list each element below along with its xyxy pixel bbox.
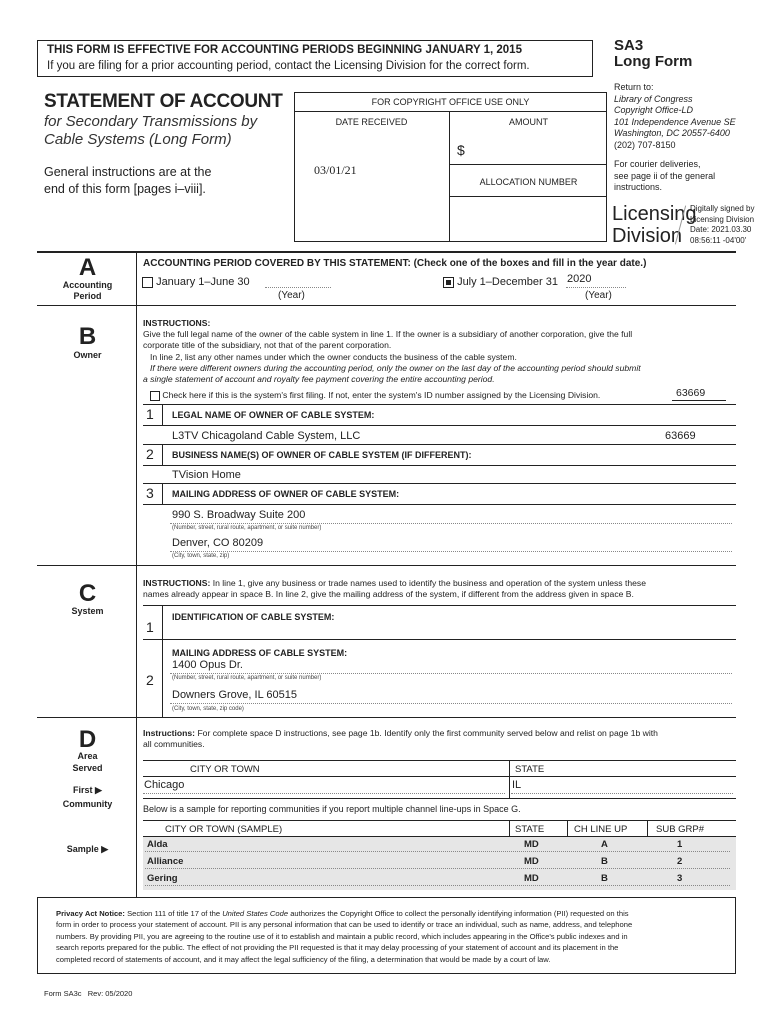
sample-ch: B [601, 873, 608, 884]
legal-name-id[interactable]: 63669 [665, 430, 696, 442]
system-street-caption: (Number, street, rural route, apartment, or suite number) [172, 675, 322, 681]
sample-city: Alliance [147, 856, 184, 867]
owner-line-1-number: 1 [146, 406, 154, 422]
general-instructions-2: end of this form [pages i–viii]. [44, 182, 206, 196]
owner-street-caption: (Number, street, rural route, apartment, or suite number) [172, 525, 322, 531]
system-line-1-number: 1 [146, 619, 154, 635]
accounting-year[interactable]: 2020 [567, 273, 592, 285]
system-city-caption: (City, town, state, zip code) [172, 706, 244, 712]
sample-row-1 [143, 837, 736, 854]
col-city-or-town: CITY OR TOWN [190, 764, 260, 775]
system-street-line [170, 673, 732, 674]
owner-city-value[interactable]: Denver, CO 80209 [172, 537, 264, 549]
system-street-value[interactable]: 1400 Opus Dr. [172, 659, 243, 671]
system-id-number[interactable]: 63669 [676, 387, 706, 399]
section-d-name-2: Served [72, 763, 103, 773]
first-community-label-2: Community [62, 799, 113, 809]
general-instructions-1: General instructions are at the [44, 165, 212, 179]
section-a-name-1: Accounting [62, 280, 113, 290]
owner-city-line [170, 551, 732, 552]
jul-dec-checkbox[interactable] [443, 277, 454, 288]
amount-label: AMOUNT [509, 117, 548, 127]
date-received-label: DATE RECEIVED [335, 117, 408, 127]
section-b-letter: B [78, 323, 97, 350]
address-line-4: Washington, DC 20557-6400 [614, 128, 730, 138]
option-jan-jun[interactable]: January 1–June 30 [142, 276, 250, 288]
jul-dec-year-line [566, 287, 626, 288]
sample-sub: 3 [677, 873, 683, 884]
sample-city: Gering [147, 873, 178, 884]
jan-jun-year-line [265, 287, 331, 288]
system-line-2-number: 2 [146, 672, 154, 688]
sample-col-ch-line-up: CH LINE UP [574, 824, 628, 835]
first-filing-row[interactable]: Check here if this is the system's first filing. If not, enter the system's ID number assigned by the Licensing Division. [150, 390, 600, 401]
privacy-text: Privacy Act Notice: Section 111 of title 17 of the United States Code authorizes the Copyright Office to collect the personally identifying information (PII) requested on this form in order to process your statement of account. PII is any personal information that can be used to identify or trace an individual, such as name, address, and telephone numbers. By providing PII, you are agreeing to the routine use of it to establish and maintain a public record, which includes appearing in the Office's public indexes and in search reports prepared for the public. The effect of not providing the PII requested is that it may delay processing of your statement of account and its placement in the completed record of statements of account, and it may affect the legal sufficiency of the filing, a determination that would be made by a court of law. [56, 909, 633, 964]
sample-ch: B [601, 856, 608, 867]
form-type: Long Form [614, 53, 693, 70]
courier-note-3: instructions. [614, 182, 663, 192]
sample-sub: 1 [677, 839, 683, 850]
sample-state: MD [524, 856, 539, 867]
system-city-value[interactable]: Downers Grove, IL 60515 [172, 689, 297, 701]
section-c-letter: C [78, 580, 97, 607]
first-filing-checkbox[interactable] [150, 391, 160, 401]
allocation-number-label: ALLOCATION NUMBER [479, 177, 578, 187]
digital-signature-stamp: Digitally signed by Licensing Division Date: 2021.03.30 08:56:11 -04'00' [690, 204, 755, 245]
year-label-2: (Year) [585, 290, 612, 301]
sample-table [143, 837, 736, 890]
sample-state: MD [524, 873, 539, 884]
section-c-name: System [71, 606, 104, 616]
dollar-sign: $ [457, 142, 465, 158]
courier-note-2: see page ii of the general [614, 170, 716, 181]
accounting-period-heading: ACCOUNTING PERIOD COVERED BY THIS STATEMENT: (Check one of the boxes and fill in the year date.) [143, 258, 647, 269]
return-to-block [614, 82, 736, 194]
first-community-state[interactable]: IL [512, 779, 522, 791]
jan-jun-checkbox[interactable] [142, 277, 153, 288]
sample-state: MD [524, 839, 539, 850]
form-revision: Form SA3c Rev: 05/2020 [44, 989, 133, 998]
sample-row-2 [143, 854, 736, 871]
return-to-label: Return to: [614, 82, 654, 92]
sample-sub: 2 [677, 856, 683, 867]
sample-note: Below is a sample for reporting communities if you report multiple channel line-ups in Space G. [143, 804, 521, 814]
address-line-3: 101 Independence Avenue SE [614, 116, 736, 127]
section-a-name-2: Period [73, 291, 102, 301]
owner-line-3-number: 3 [146, 485, 154, 501]
area-served-instructions: Instructions: For complete space D instructions, see page 1b. Identify only the first community served below and relist on page 1b with all communities. [143, 728, 658, 750]
date-received-value[interactable]: 03/01/21 [314, 163, 357, 177]
address-line-2: Copyright Office-LD [614, 105, 694, 115]
page-title: STATEMENT OF ACCOUNT [44, 91, 283, 112]
form-code: SA3 [614, 37, 644, 54]
owner-street-value[interactable]: 990 S. Broadway Suite 200 [172, 509, 306, 521]
first-state-line [511, 793, 733, 794]
first-community-label-1: First ▶ [73, 785, 102, 795]
first-community-city[interactable]: Chicago [144, 779, 185, 791]
effective-notice: THIS FORM IS EFFECTIVE FOR ACCOUNTING PERIODS BEGINNING JANUARY 1, 2015 [47, 44, 522, 56]
identification-label: IDENTIFICATION OF CABLE SYSTEM: [172, 612, 335, 622]
sample-city: Alda [147, 839, 168, 850]
prior-period-notice: If you are filing for a prior accounting period, contact the Licensing Division for the correct form. [47, 60, 530, 72]
legal-name-value[interactable]: L3TV Chicagoland Cable System, LLC [172, 430, 361, 442]
owner-line-2-number: 2 [146, 446, 154, 462]
col-state: STATE [515, 764, 545, 775]
address-line-1: Library of Congress [614, 93, 693, 104]
subtitle-line-1: for Secondary Transmissions by [44, 113, 258, 130]
phone-number: (202) 707-8150 [614, 139, 676, 150]
sample-col-city: CITY OR TOWN (SAMPLE) [165, 824, 283, 835]
sample-label: Sample ▶ [66, 844, 109, 854]
section-a-letter: A [78, 254, 97, 281]
option-jul-dec[interactable]: July 1–December 31 [443, 276, 558, 288]
owner-city-caption: (City, town, state, zip) [172, 553, 230, 559]
sample-col-sub-grp: SUB GRP# [656, 824, 705, 835]
system-city-line [170, 703, 732, 704]
sample-row-3 [143, 871, 736, 888]
owner-street-line [170, 523, 732, 524]
subtitle-line-2: Cable Systems (Long Form) [44, 131, 232, 148]
sample-ch: A [601, 839, 608, 850]
office-use-heading: FOR COPYRIGHT OFFICE USE ONLY [371, 97, 530, 107]
business-name-label: BUSINESS NAME(S) OF OWNER OF CABLE SYSTEM (IF DIFFERENT): [172, 450, 472, 460]
section-b-name: Owner [73, 350, 102, 360]
owner-instructions: INSTRUCTIONS: Give the full legal name of the owner of the cable system in line 1. If the owner is a subsidiary of another corporation, give the full corporate title of the subsidiary, not that of the parent corporation. In line 2, list any other names under which the owner conducts the business of the cable system. If there were different owners during the accounting period, only the owner on the last day of the accounting period should submit a single statement of account and royalty fee payment covering the entire accounting period. [143, 318, 641, 385]
licensing-division-logo: Licensing Division [612, 203, 697, 247]
legal-name-label: LEGAL NAME OF OWNER OF CABLE SYSTEM: [172, 410, 375, 420]
owner-mailing-address-label: MAILING ADDRESS OF OWNER OF CABLE SYSTEM: [172, 489, 400, 499]
section-d-letter: D [78, 726, 97, 753]
business-name-value[interactable]: TVision Home [172, 469, 241, 481]
system-instructions: INSTRUCTIONS: In line 1, give any business or trade names used to identify the business and operation of the system unless these names already appear in space B. In line 2, give the mailing address of the system, if different from the address given in space B. [143, 578, 647, 600]
first-city-line [143, 793, 505, 794]
system-id-line [672, 400, 726, 401]
courier-note-1: For courier deliveries, [614, 159, 701, 169]
system-mailing-address-label: MAILING ADDRESS OF CABLE SYSTEM: [172, 648, 348, 658]
year-label-1: (Year) [278, 290, 305, 301]
sample-col-state: STATE [515, 824, 545, 835]
section-d-name-1: Area [77, 751, 98, 761]
